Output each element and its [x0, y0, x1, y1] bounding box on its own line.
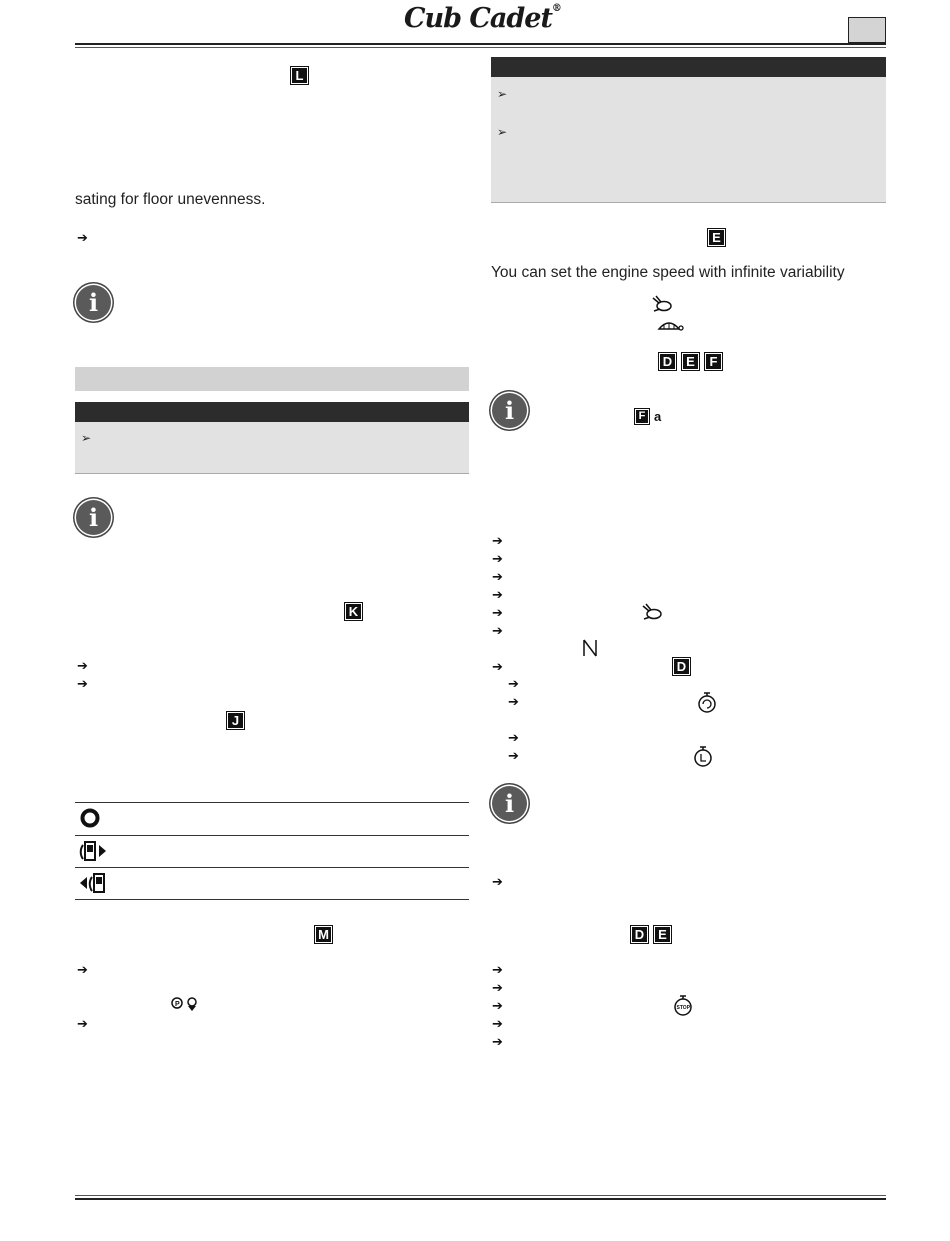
engine-start-icon: [696, 691, 718, 713]
rabbit-icon: [650, 294, 674, 314]
step-arrow-icon: ➔: [492, 551, 503, 566]
note-suffix: a: [654, 409, 662, 424]
figure-badge-f: F: [635, 409, 649, 424]
step-arrow-icon: ➔: [492, 998, 503, 1013]
info-icon: i: [76, 285, 111, 320]
table-rule: [75, 802, 469, 803]
table-rule: [75, 835, 469, 836]
svg-text:P: P: [175, 1001, 180, 1008]
brand-registered-mark: ®: [551, 3, 561, 14]
substep-arrow-icon: ➔: [508, 694, 519, 709]
step-arrow-icon: ➔: [77, 676, 88, 691]
figure-badge-j: J: [227, 712, 244, 729]
table-rule: [75, 867, 469, 868]
step-arrow-icon: ➔: [492, 980, 503, 995]
section-heading-bar: [75, 367, 469, 391]
language-tab: [848, 17, 886, 43]
warning-bullet-icon: ➢: [81, 431, 92, 445]
warning-header: [491, 57, 886, 77]
step-arrow-icon: ➔: [77, 1016, 88, 1031]
parking-brake-icon: [170, 996, 202, 1012]
step-arrow-icon: ➔: [492, 569, 503, 584]
warning-panel: [75, 422, 469, 474]
figure-badge-m: M: [315, 926, 332, 943]
warning-header: [75, 402, 469, 422]
step-arrow-icon: ➔: [492, 623, 503, 638]
paragraph-tail: sating for floor unevenness.: [75, 191, 266, 208]
figure-badge-k: K: [345, 603, 362, 620]
info-icon: i: [492, 393, 527, 428]
footer-rule-thin: [75, 1195, 886, 1196]
header-rule: [75, 43, 886, 45]
warning-panel: [491, 77, 886, 203]
substep-arrow-icon: ➔: [508, 676, 519, 691]
step-arrow-icon: ➔: [77, 962, 88, 977]
info-icon: i: [492, 786, 527, 821]
step-arrow-icon: ➔: [492, 1016, 503, 1031]
fuel-pump-forward-icon: [79, 840, 109, 862]
figure-badge-d: D: [673, 658, 690, 675]
turtle-icon: [656, 317, 684, 333]
svg-text:STOP: STOP: [676, 1005, 691, 1011]
info-icon: i: [76, 500, 111, 535]
step-arrow-icon: ➔: [492, 1034, 503, 1049]
warning-bullet-icon: ➢: [497, 87, 508, 101]
step-arrow-icon: ➔: [492, 659, 503, 674]
engine-stop-icon: [672, 994, 694, 1016]
engine-speed-text: You can set the engine speed with infinite variability: [491, 264, 845, 281]
step-arrow-icon: ➔: [492, 533, 503, 548]
rabbit-icon: [640, 602, 664, 622]
step-arrow-icon: ➔: [492, 962, 503, 977]
substep-arrow-icon: ➔: [508, 730, 519, 745]
neutral-icon: [582, 639, 598, 657]
figure-badge-e: E: [682, 353, 699, 370]
footer-rule: [75, 1198, 886, 1200]
fuel-pump-reverse-icon: [79, 872, 109, 894]
step-arrow-icon: ➔: [77, 230, 88, 245]
step-arrow-icon: ➔: [492, 605, 503, 620]
brand-logo-text: Cub Cadet: [404, 3, 552, 34]
ring-icon: [80, 808, 100, 828]
figure-badge-e: E: [654, 926, 671, 943]
warning-bullet-icon: ➢: [497, 125, 508, 139]
substep-arrow-icon: ➔: [508, 748, 519, 763]
figure-badge-f: F: [705, 353, 722, 370]
brand-logo: [404, 3, 561, 34]
header-rule-thin: [75, 47, 886, 48]
figure-badge-e: E: [708, 229, 725, 246]
step-arrow-icon: ➔: [492, 587, 503, 602]
step-arrow-icon: ➔: [77, 658, 88, 673]
figure-badge-l: L: [291, 67, 308, 84]
figure-badge-d: D: [659, 353, 676, 370]
table-rule: [75, 899, 469, 900]
step-arrow-icon: ➔: [492, 874, 503, 889]
engine-run-icon: [692, 745, 714, 767]
figure-badge-d: D: [631, 926, 648, 943]
